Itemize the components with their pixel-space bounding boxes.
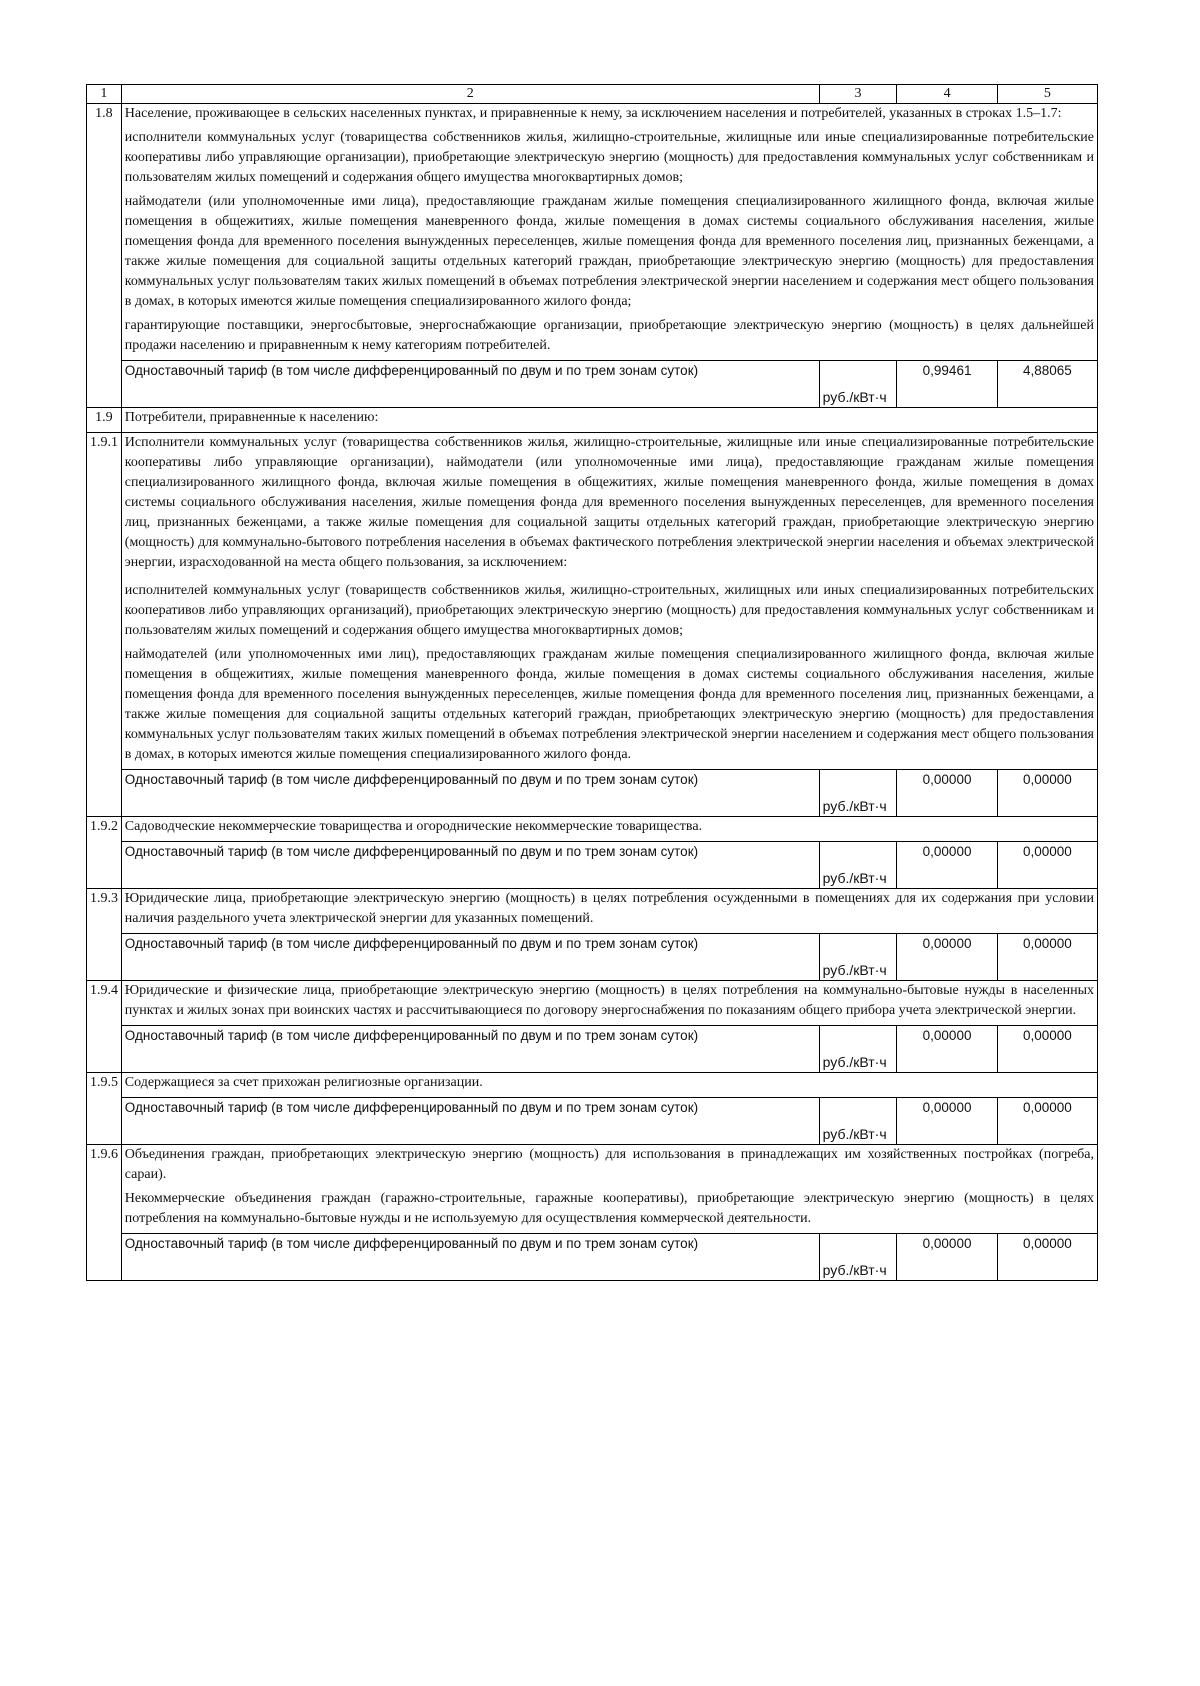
tariff-row [87, 361, 1098, 408]
section-row [87, 1145, 1098, 1234]
tariff-value-col4: 0,00000 [897, 934, 997, 981]
column-number-2: 2 [121, 85, 819, 104]
section-code: 1.8 [87, 104, 122, 408]
section-paragraph: наймодатели (или уполномоченные ими лица), предоставляющие гражданам жилые помещения специализированного жилищного фонда, включая жилые помещения в общежитиях, жилые помещения маневренного фонда, жилые помещения в домах системы социального обслуживания населения, жилые помещения фонда для временного поселения вынужденных переселенцев, жилые помещения фонда для временного поселения лиц, признанных беженцами, а также жилые помещения для социальной защиты отдельных категорий граждан, приобретающие электрическую энергию (мощность) для предоставления коммунальных услуг пользователям таких жилых помещений в объемах потребления электрической энергии населением и содержания мест общего пользования в домах, в которых имеются жилые помещения специализированного жилого фонда; [124, 194, 1094, 309]
section-description [121, 104, 1097, 361]
section-paragraph: Население, проживающее в сельских населенных пунктах, и приравненные к нему, за исключением населения и потребителей, указанных в строках 1.5–1.7: [124, 106, 1062, 121]
section-paragraph: наймодателей (или уполномоченных ими лиц), предоставляющих гражданам жилые помещения специализированного жилищного фонда, включая жилые помещения в общежитиях, жилые помещения маневренного фонда, жилые помещения в домах системы социального обслуживания населения, жилые помещения фонда для временного поселения вынужденных переселенцев, жилые помещения фонда для временного поселения лиц, признанных беженцами, а также жилые помещения для социальной защиты отдельных категорий граждан, приобретающих электрическую энергию (мощность) для предоставления коммунальных услуг пользователям таких жилых помещений в объемах потребления электрической энергии населением и содержания мест общего пользования в домах, в которых имеются жилые помещения специализированного жилого фонда. [124, 647, 1094, 762]
section-description [121, 408, 1097, 433]
tariff-label: Одноставочный тариф (в том числе дифференцированный по двум и по трем зонам суток) [121, 1026, 819, 1073]
section-paragraph: Потребители, приравненные к населению: [124, 410, 379, 425]
section-row [87, 889, 1098, 934]
section-code: 1.9.2 [87, 817, 122, 889]
section-code: 1.9.5 [87, 1073, 122, 1145]
tariff-label: Одноставочный тариф (в том числе дифференцированный по двум и по трем зонам суток) [121, 1098, 819, 1145]
tariff-value-col5: 0,00000 [997, 842, 1097, 889]
tariff-value-col5: 0,00000 [997, 770, 1097, 817]
section-row [87, 1073, 1098, 1098]
section-paragraph: Юридические лица, приобретающие электрическую энергию (мощность) в целях потребления осужденными в помещениях для их содержания при условии наличия раздельного учета электрической энергии для указанных помещений. [124, 891, 1094, 926]
tariff-unit: руб./кВт·ч [819, 842, 897, 889]
section-description [121, 433, 1097, 770]
tariff-row [87, 1234, 1098, 1281]
tariff-unit: руб./кВт·ч [819, 1234, 897, 1281]
tariff-value-col5: 0,00000 [997, 1026, 1097, 1073]
section-row [87, 104, 1098, 361]
tariff-label: Одноставочный тариф (в том числе дифференцированный по двум и по трем зонам суток) [121, 842, 819, 889]
section-row [87, 817, 1098, 842]
tariff-value-col4: 0,00000 [897, 1234, 997, 1281]
tariff-value-col4: 0,00000 [897, 842, 997, 889]
section-paragraph: Содержащиеся за счет прихожан религиозные организации. [124, 1075, 483, 1090]
section-code: 1.9.6 [87, 1145, 122, 1281]
tariff-value-col5: 0,00000 [997, 1098, 1097, 1145]
tariff-value-col4: 0,00000 [897, 770, 997, 817]
section-paragraph: Исполнители коммунальных услуг (товарищества собственников жилья, жилищно-строительные, жилищные или иные специализированные потребительские кооперативы либо управляющие организации), наймодатели (или уполномоченные ими лица), предоставляющие гражданам жилые помещения специализированного жилищного фонда, включая жилые помещения в общежитиях, жилые помещения маневренного фонда, жилые помещения в домах системы социального обслуживания населения, жилые помещения фонда для временного поселения вынужденных переселенцев, для временного поселения лиц, признанных беженцами, а также жилые помещения для социальной защиты отдельных категорий граждан, приобретающие электрическую энергию (мощность) для коммунально-бытового потребления населения в объемах фактического потребления электрической энергии населения и объемах электрической энергии, израсходованной на места общего пользования, за исключением: [124, 435, 1094, 570]
tariff-value-col4: 0,00000 [897, 1026, 997, 1073]
section-code: 1.9 [87, 408, 122, 433]
section-paragraph: гарантирующие поставщики, энергосбытовые, энергоснабжающие организации, приобретающие электрическую энергию (мощность) в целях дальнейшей продажи населению и приравненным к нему категориям потребителей. [124, 318, 1094, 353]
tariff-row [87, 1026, 1098, 1073]
tariff-document-page [86, 84, 1098, 1281]
tariff-unit: руб./кВт·ч [819, 1098, 897, 1145]
section-description [121, 981, 1097, 1026]
tariff-row [87, 1098, 1098, 1145]
section-code: 1.9.3 [87, 889, 122, 981]
section-paragraph: Некоммерческие объединения граждан (гаражно-строительные, гаражные кооперативы), приобретающие электрическую энергию (мощность) в целях потребления на коммунально-бытовые нужды и не используемую для осуществления коммерческой деятельности. [124, 1191, 1094, 1226]
tariff-unit: руб./кВт·ч [819, 361, 897, 408]
section-description [121, 1145, 1097, 1234]
tariff-value-col4: 0,00000 [897, 1098, 997, 1145]
section-description [121, 889, 1097, 934]
section-code: 1.9.4 [87, 981, 122, 1073]
section-paragraph: исполнители коммунальных услуг (товарищества собственников жилья, жилищно-строительные, жилищные или иные специализированные потребительские кооперативы либо управляющие организации), приобретающие электрическую энергию (мощность) для предоставления коммунальных услуг собственникам и пользователям жилых помещений и содержания общего имущества многоквартирных домов; [124, 130, 1094, 185]
tariff-label: Одноставочный тариф (в том числе дифференцированный по двум и по трем зонам суток) [121, 361, 819, 408]
tariff-table [86, 84, 1098, 1281]
tariff-row [87, 842, 1098, 889]
section-paragraph: Садоводческие некоммерческие товарищества и огороднические некоммерческие товарищества. [124, 819, 703, 834]
section-paragraph: Объединения граждан, приобретающих электрическую энергию (мощность) для использования в принадлежащих им хозяйственных постройках (погреба, сараи). [124, 1147, 1094, 1182]
tariff-label: Одноставочный тариф (в том числе дифференцированный по двум и по трем зонам суток) [121, 1234, 819, 1281]
section-description [121, 817, 1097, 842]
column-number-4: 4 [897, 85, 997, 104]
section-row [87, 408, 1098, 433]
column-number-3: 3 [819, 85, 897, 104]
tariff-unit: руб./кВт·ч [819, 934, 897, 981]
tariff-value-col5: 0,00000 [997, 1234, 1097, 1281]
tariff-row [87, 934, 1098, 981]
tariff-value-col4: 0,99461 [897, 361, 997, 408]
tariff-unit: руб./кВт·ч [819, 1026, 897, 1073]
tariff-value-col5: 0,00000 [997, 934, 1097, 981]
section-row [87, 981, 1098, 1026]
section-paragraph: Юридические и физические лица, приобретающие электрическую энергию (мощность) в целях потребления на коммунально-бытовые нужды в населенных пунктах и жилых зонах при воинских частях и рассчитывающиеся по договору энергоснабжения по показаниям общего прибора учета электрической энергии. [124, 983, 1094, 1018]
tariff-row [87, 770, 1098, 817]
column-number-header-row [87, 85, 1098, 104]
tariff-value-col5: 4,88065 [997, 361, 1097, 408]
section-paragraph: исполнителей коммунальных услуг (товариществ собственников жилья, жилищно-строительных, жилищных или иных специализированных потребительских кооперативов либо управляющих организаций), приобретающих электрическую энергию (мощность) для предоставления коммунальных услуг собственникам и пользователям жилых помещений и содержания общего имущества многоквартирных домов; [124, 583, 1094, 638]
tariff-unit: руб./кВт·ч [819, 770, 897, 817]
tariff-label: Одноставочный тариф (в том числе дифференцированный по двум и по трем зонам суток) [121, 770, 819, 817]
column-number-5: 5 [997, 85, 1097, 104]
tariff-label: Одноставочный тариф (в том числе дифференцированный по двум и по трем зонам суток) [121, 934, 819, 981]
section-row [87, 433, 1098, 770]
section-code: 1.9.1 [87, 433, 122, 817]
section-description [121, 1073, 1097, 1098]
column-number-1: 1 [87, 85, 122, 104]
